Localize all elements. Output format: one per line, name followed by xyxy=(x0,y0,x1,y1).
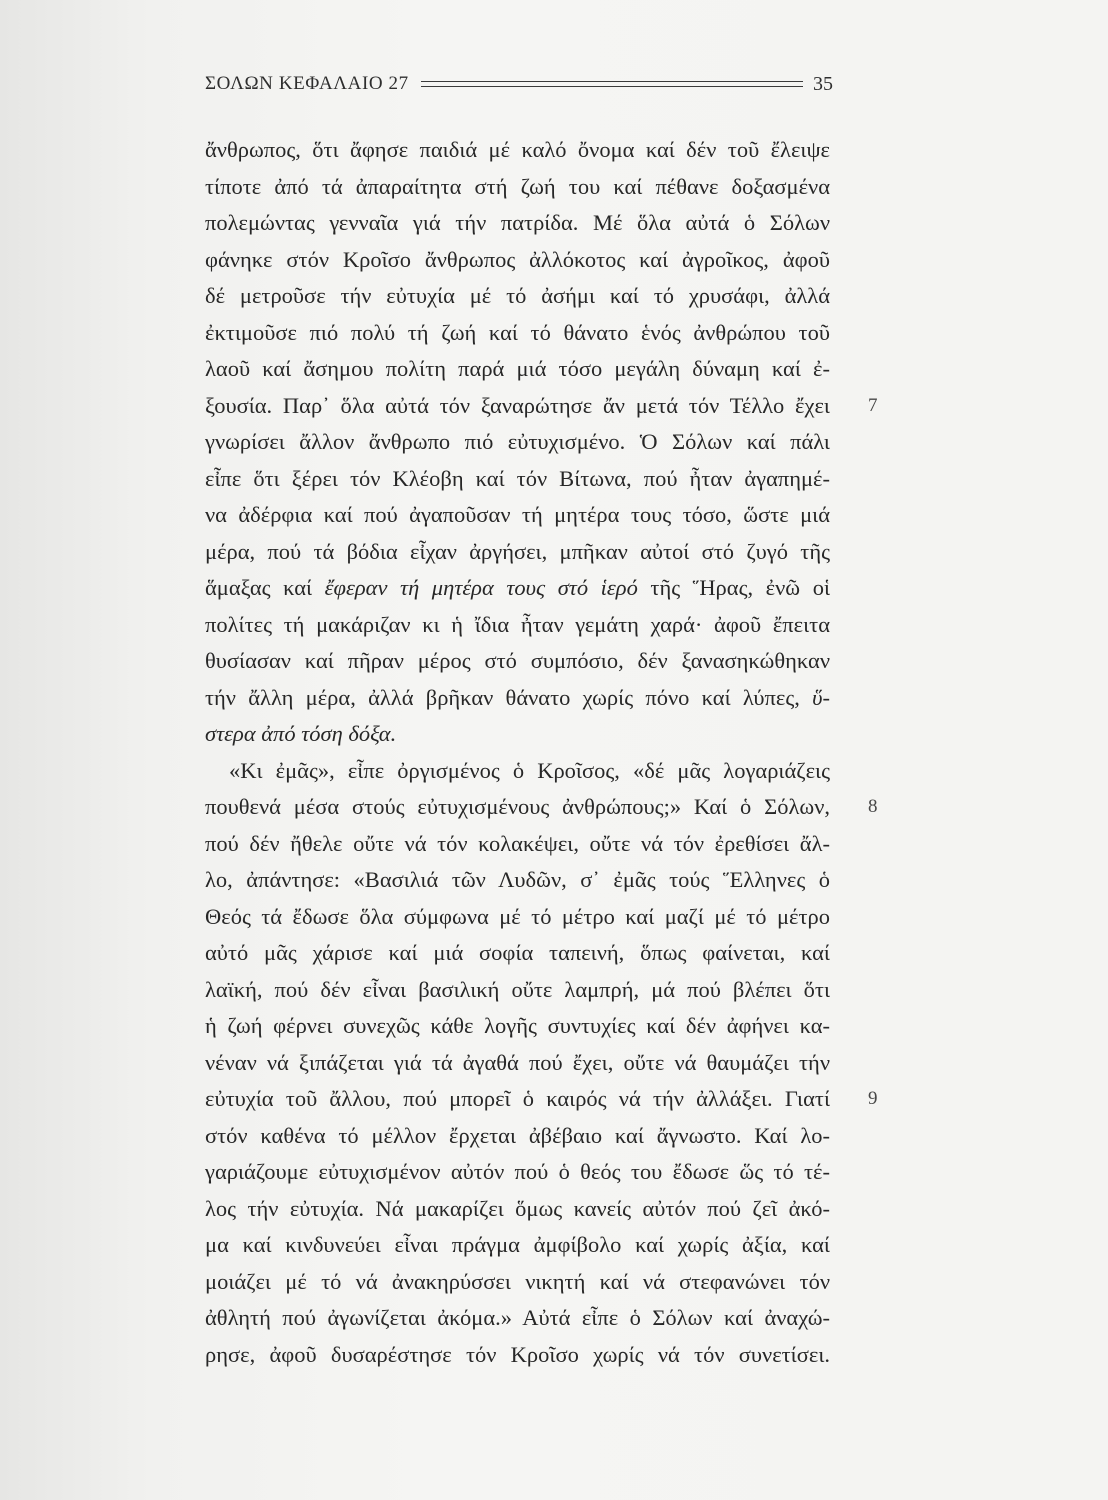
italic-segment: ὕ- xyxy=(812,684,830,710)
text-line: λαϊκή, πού δέν εἶναι βασιλική οὔτε λαμπρή, μά πού βλέπει ὅτι xyxy=(205,976,830,1002)
text-line: μα καί κινδυνεύει εἶναι πράγμα ἀμφίβολο καί χωρίς ἀξία, καί xyxy=(205,1232,830,1257)
text-line: εἶπε ὅτι ξέρει τόν Κλέοβη καί τόν Βίτωνα, πού ἦταν ἀγαπημέ- xyxy=(205,465,830,491)
text-line: φάνηκε στόν Κροῖσο ἄνθρωπος ἀλλόκοτος καί ἀγροῖκος, ἀφοῦ xyxy=(205,246,830,272)
text-line: πού δέν ἤθελε οὔτε νά τόν κολακέψει, οὔτε νά τόν ἐρεθίσει ἄλ- xyxy=(205,830,830,856)
text-segment: ἅμαξας καί xyxy=(205,575,325,600)
text-line: γνωρίσει ἄλλον ἄνθρωπο πιό εὐτυχισμένο. Ὁ Σόλων καί πάλι xyxy=(205,429,830,454)
text-line xyxy=(205,570,830,607)
text-line: ἐκτιμοῦσε πιό πολύ τή ζωή καί τό θάνατο ἑνός ἀνθρώπου τοῦ xyxy=(205,319,830,345)
text-line: ἡ ζωή φέρνει συνεχῶς κάθε λογῆς συντυχίες καί δέν ἀφήνει κα- xyxy=(205,1013,830,1038)
text-line: γαριάζουμε εὐτυχισμένον αὐτόν πού ὁ θεός του ἔδωσε ὥς τό τέ- xyxy=(205,1159,830,1184)
text-segment: τήν ἄλλη μέρα, ἀλλά βρῆκαν θάνατο χωρίς πόνο καί λύπες, xyxy=(205,684,813,710)
text-line xyxy=(205,680,830,717)
running-header xyxy=(205,68,833,100)
running-title: ΣΟΛΩΝ ΚΕΦΑΛΑΙΟ 27 xyxy=(205,73,409,94)
text-line: λο, ἀπάντησε: «Βασιλιά τῶν Λυδῶν, σ᾽ ἐμᾶς τούς Ἕλληνες ὁ xyxy=(205,867,830,892)
text-line: πολεμώντας γενναῖα γιά τήν πατρίδα. Μέ ὅλα αὐτά ὁ Σόλων xyxy=(205,210,830,235)
text-line: πολίτες τή μακάριζαν κι ἡ ἴδια ἦταν γεμάτη χαρά· ἀφοῦ ἔπειτα xyxy=(205,611,830,637)
text-line: ξουσία. Παρ᾽ ὅλα αὐτά τόν ξαναρώτησε ἄν μετά τόν Τέλλο ἔχει xyxy=(205,392,830,418)
text-line: μοιάζει μέ τό νά ἀνακηρύσσει νικητή καί νά στεφανώνει τόν xyxy=(205,1268,830,1294)
text-line: τίποτε ἀπό τά ἀπαραίτητα στή ζωή του καί πέθανε δοξασμένα xyxy=(205,173,830,199)
text-line: δέ μετροῦσε τήν εὐτυχία μέ τό ἀσήμι καί τό χρυσάφι, ἀλλά xyxy=(205,283,830,308)
text-line: Θεός τά ἔδωσε ὅλα σύμφωνα μέ τό μέτρο καί μαζί μέ τό μέτρο xyxy=(205,903,830,929)
margin-section-number: 9 xyxy=(868,1088,878,1109)
text-line: εὐτυχία τοῦ ἄλλου, πού μπορεῖ ὁ καιρός νά τήν ἀλλάξει. Γιατί xyxy=(205,1086,830,1111)
header-double-rule xyxy=(421,81,803,87)
text-line: ἀθλητή πού ἀγωνίζεται ἀκόμα.» Αὐτά εἶπε ὁ Σόλων καί ἀναχώ- xyxy=(205,1305,830,1330)
paragraph xyxy=(205,132,830,753)
text-line: νέναν νά ξιπάζεται γιά τά ἀγαθά πού ἔχει, οὔτε νά θαυμάζει τήν xyxy=(205,1049,830,1075)
text-line: στόν καθένα τό μέλλον ἔρχεται ἀβέβαιο καί ἄγνωστο. Καί λο- xyxy=(205,1122,830,1148)
margin-section-number: 7 xyxy=(868,394,878,416)
paragraph xyxy=(205,753,830,1374)
text-line: μέρα, πού τά βόδια εἶχαν ἀργήσει, μπῆκαν αὐτοί στό ζυγό τῆς xyxy=(205,538,830,564)
body-text xyxy=(205,132,830,1373)
text-line: πουθενά μέσα στούς εὐτυχισμένους ἀνθρώπους;» Καί ὁ Σόλων, xyxy=(205,794,830,819)
text-line: λαοῦ καί ἄσημου πολίτη παρά μιά τόσο μεγάλη δύναμη καί ἐ- xyxy=(205,356,830,381)
text-line: να ἀδέρφια καί πού ἀγαποῦσαν τή μητέρα τους τόσο, ὥστε μιά xyxy=(205,502,830,527)
text-line: λος τήν εὐτυχία. Νά μακαρίζει ὅμως κανείς αὐτόν πού ζεῖ ἀκό- xyxy=(205,1195,830,1221)
text-line: θυσίασαν καί πῆραν μέρος στό συμπόσιο, δέν ξανασηκώθηκαν xyxy=(205,648,830,673)
text-line: ἄνθρωπος, ὅτι ἄφησε παιδιά μέ καλό ὄνομα καί δέν τοῦ ἔλειψε xyxy=(205,137,830,162)
text-segment: τῆς Ἥρας, ἐνῶ οἱ xyxy=(637,575,830,600)
italic-segment: ἔφεραν τή μητέρα τους στό ἱερό xyxy=(324,575,638,600)
text-line: αὐτό μᾶς χάρισε καί μιά σοφία ταπεινή, ὅπως φαίνεται, καί xyxy=(205,940,830,965)
text-line: ρησε, ἀφοῦ δυσαρέστησε τόν Κροῖσο χωρίς νά τόν συνετίσει. xyxy=(205,1341,830,1367)
text-line: «Κι ἐμᾶς», εἶπε ὀργισμένος ὁ Κροῖσος, «δέ μᾶς λογαριάζεις xyxy=(229,757,830,783)
text-line: στερα ἀπό τόση δόξα. xyxy=(205,721,397,746)
page-number: 35 xyxy=(813,72,833,95)
margin-section-number: 8 xyxy=(868,796,878,817)
